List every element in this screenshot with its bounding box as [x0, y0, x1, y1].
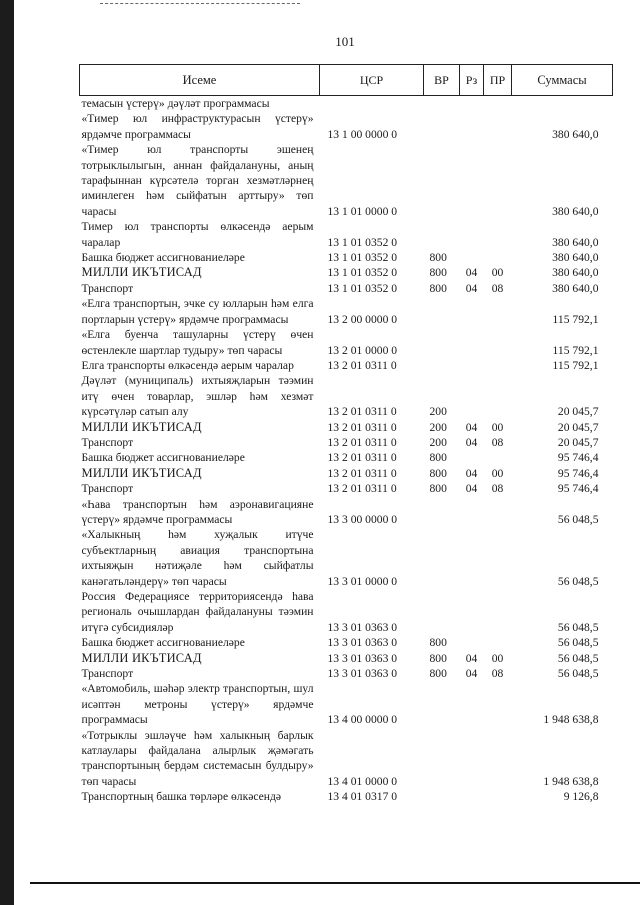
row-rz — [460, 96, 484, 112]
table-row — [80, 420, 613, 435]
row-sum: 115 792,1 — [552, 358, 599, 372]
row-name: «Тимер юл транспорты эшенең тотрыклылыгын, аннан файдалануны, аның тарафыннан күрсәтелә торган хезмәтләрнең иминлеген һәм сыйфатын арттыру» төп чарасы — [81, 143, 314, 218]
row-csr: 13 2 01 0311 0 — [327, 482, 397, 496]
row-csr: 13 2 01 0311 0 — [327, 358, 397, 372]
row-name: Тимер юл транспорты өлкәсендә аерым чаралар — [81, 220, 314, 249]
table-row — [80, 497, 613, 528]
header-sum: Суммасы — [512, 65, 613, 96]
table-row — [80, 789, 613, 804]
row-name: МИЛЛИ ИКЪТИСАД — [81, 465, 202, 480]
row-vr — [424, 681, 460, 727]
row-rz: 04 — [465, 281, 478, 295]
row-pr — [484, 96, 512, 112]
row-sum: 380 640,0 — [552, 266, 599, 280]
row-name: МИЛЛИ ИКЪТИСАД — [81, 419, 202, 434]
row-sum: 56 048,5 — [557, 651, 599, 665]
table-row — [80, 527, 613, 589]
row-pr — [484, 789, 512, 804]
row-sum: 20 045,7 — [557, 420, 599, 434]
header-pr: ПР — [484, 65, 512, 96]
row-name: «Тотрыклы эшләүче һәм халыкның барлык катлаулары файдалана алырлык җәмәгать транспортының бердәм системасын булдыру» төп чарасы — [81, 728, 314, 788]
row-pr: 00 — [491, 466, 504, 480]
row-sum: 56 048,5 — [557, 620, 599, 634]
row-sum: 56 048,5 — [557, 636, 599, 650]
table-row — [80, 481, 613, 496]
row-csr: 13 2 00 0000 0 — [327, 312, 398, 326]
row-sum: 380 640,0 — [552, 251, 599, 265]
row-vr: 200 — [429, 420, 447, 434]
row-rz — [460, 358, 484, 373]
row-name: Башка бюджет ассигнованиеләре — [81, 636, 245, 650]
row-pr — [484, 327, 512, 358]
row-rz — [460, 635, 484, 650]
table-row — [80, 373, 613, 419]
row-pr — [484, 635, 512, 650]
row-pr — [484, 728, 512, 790]
row-name: Транспорт — [81, 281, 134, 295]
row-name: «Елга транспортын, эчке су юлларын һәм елга портларын үстерү» ярдәмче программасы — [81, 297, 314, 326]
row-sum: 380 640,0 — [552, 281, 599, 295]
row-sum: 95 746,4 — [557, 482, 599, 496]
row-name: Башка бюджет ассигнованиеләре — [81, 251, 245, 265]
row-csr: 13 3 01 0363 0 — [327, 651, 398, 665]
row-vr: 800 — [429, 266, 447, 280]
page-number: 101 — [335, 34, 355, 49]
row-csr: 13 3 01 0000 0 — [327, 574, 398, 588]
row-pr — [484, 681, 512, 727]
row-rz — [460, 250, 484, 265]
row-sum — [512, 96, 613, 112]
row-rz: 04 — [465, 466, 478, 480]
row-csr: 13 2 01 0311 0 — [327, 451, 397, 465]
table-row — [80, 250, 613, 265]
row-rz: 04 — [465, 435, 478, 449]
row-pr — [484, 527, 512, 589]
row-vr: 200 — [429, 435, 447, 449]
row-sum: 115 792,1 — [552, 343, 599, 357]
row-name: «Һава транспортын һәм аэронавигацияне үстерү» ярдәмче программасы — [81, 497, 314, 526]
row-csr: 13 3 01 0363 0 — [327, 636, 398, 650]
row-csr: 13 2 01 0311 0 — [327, 466, 397, 480]
scan-top-dash — [100, 3, 300, 4]
table-row — [80, 96, 613, 112]
row-rz: 04 — [465, 667, 478, 681]
table-row — [80, 296, 613, 327]
row-csr: 13 2 01 0311 0 — [327, 405, 397, 419]
row-rz — [460, 589, 484, 635]
row-pr — [484, 358, 512, 373]
row-csr: 13 2 01 0311 0 — [327, 435, 397, 449]
row-rz: 04 — [465, 482, 478, 496]
row-csr: 13 4 01 0317 0 — [327, 790, 398, 804]
row-rz — [460, 111, 484, 142]
row-rz: 04 — [465, 651, 478, 665]
table-body — [80, 96, 613, 805]
table-row — [80, 435, 613, 450]
row-rz — [460, 373, 484, 419]
row-sum: 115 792,1 — [552, 312, 599, 326]
row-name: МИЛЛИ ИКЪТИСАД — [81, 650, 202, 665]
row-rz — [460, 219, 484, 250]
table-row — [80, 589, 613, 635]
row-rz — [460, 728, 484, 790]
table-row — [80, 358, 613, 373]
table-row — [80, 327, 613, 358]
row-pr — [484, 111, 512, 142]
row-vr — [424, 497, 460, 528]
row-pr — [484, 373, 512, 419]
row-name: «Автомобиль, шәһәр электр транспортын, шул исәптән метроны үстерү» ярдәмче программасы — [81, 682, 314, 727]
table-row — [80, 681, 613, 727]
row-name: Транспорт — [81, 435, 134, 449]
row-sum: 20 045,7 — [557, 435, 599, 449]
table-row — [80, 281, 613, 296]
row-sum: 380 640,0 — [552, 204, 599, 218]
row-sum: 9 126,8 — [563, 790, 599, 804]
row-rz — [460, 142, 484, 219]
row-name: Елга транспорты өлкәсендә аерым чаралар — [81, 358, 294, 372]
row-vr — [424, 728, 460, 790]
budget-table-container — [79, 64, 612, 805]
row-csr: 13 1 01 0352 0 — [327, 281, 398, 295]
row-sum: 380 640,0 — [552, 127, 599, 141]
row-vr — [424, 96, 460, 112]
row-name: «Тимер юл инфраструктурасын үстерү» ярдәмче программасы — [81, 112, 314, 141]
row-vr: 800 — [429, 651, 447, 665]
row-csr: 13 3 00 0000 0 — [327, 512, 398, 526]
row-rz — [460, 497, 484, 528]
row-sum: 1 948 638,8 — [543, 713, 599, 727]
row-pr — [484, 296, 512, 327]
row-vr: 800 — [429, 482, 447, 496]
row-csr — [320, 96, 424, 112]
row-name: Башка бюджет ассигнованиеләре — [81, 451, 245, 465]
row-pr: 08 — [491, 435, 504, 449]
row-rz — [460, 296, 484, 327]
table-row — [80, 265, 613, 280]
row-rz — [460, 681, 484, 727]
row-csr: 13 4 01 0000 0 — [327, 774, 398, 788]
row-pr: 00 — [491, 651, 504, 665]
row-name: Транспортның башка төрләре өлкәсендә — [81, 790, 282, 804]
row-sum: 56 048,5 — [557, 574, 599, 588]
row-pr: 08 — [491, 482, 504, 496]
row-csr: 13 1 01 0000 0 — [327, 204, 398, 218]
row-name: темасын үстерү» дәүләт программасы — [81, 97, 270, 110]
row-vr — [424, 327, 460, 358]
row-rz — [460, 450, 484, 465]
row-pr — [484, 589, 512, 635]
row-rz: 04 — [465, 266, 478, 280]
row-vr — [424, 527, 460, 589]
row-vr: 800 — [429, 251, 447, 265]
row-name: «Елга буенча ташуларны үстерү өчен өстенлекле шартлар тудыру» төп чарасы — [81, 328, 314, 357]
row-sum: 1 948 638,8 — [543, 774, 599, 788]
row-sum: 56 048,5 — [557, 667, 599, 681]
row-csr: 13 1 01 0352 0 — [327, 266, 398, 280]
table-row — [80, 219, 613, 250]
budget-table — [79, 64, 613, 805]
table-row — [80, 651, 613, 666]
row-vr — [424, 219, 460, 250]
row-csr: 13 1 00 0000 0 — [327, 127, 398, 141]
row-rz: 04 — [465, 420, 478, 434]
header-vr: ВР — [424, 65, 460, 96]
row-name: Транспорт — [81, 667, 134, 681]
row-vr — [424, 358, 460, 373]
row-rz — [460, 789, 484, 804]
table-row — [80, 466, 613, 481]
row-vr — [424, 789, 460, 804]
scan-bottom-rule — [30, 882, 640, 884]
header-rz: Рз — [460, 65, 484, 96]
row-vr: 800 — [429, 451, 447, 465]
row-sum: 380 640,0 — [552, 235, 599, 249]
row-pr — [484, 250, 512, 265]
row-pr: 00 — [491, 420, 504, 434]
row-pr — [484, 497, 512, 528]
row-vr — [424, 296, 460, 327]
row-pr: 08 — [491, 281, 504, 295]
row-name: МИЛЛИ ИКЪТИСАД — [81, 265, 202, 280]
row-pr — [484, 142, 512, 219]
row-csr: 13 3 01 0363 0 — [327, 667, 398, 681]
row-name: «Халыкның һәм хуҗалык итүче субъектларның авиация транспортына ихтыяҗын нәтиҗәле һәм сыйфатлы канәгатьләндерү» төп чарасы — [81, 528, 314, 588]
table-row — [80, 728, 613, 790]
row-name: Транспорт — [81, 482, 134, 496]
table-row — [80, 450, 613, 465]
row-vr: 800 — [429, 281, 447, 295]
row-vr — [424, 142, 460, 219]
row-csr: 13 4 00 0000 0 — [327, 713, 398, 727]
table-header-row — [80, 65, 613, 96]
table-row — [80, 142, 613, 219]
row-rz — [460, 327, 484, 358]
scan-left-edge — [0, 0, 14, 905]
header-name: Исеме — [80, 65, 320, 96]
row-name: Россия Федерациясе территориясендә һава региональ очышлардан файдалануны тәэмин итүгә субсидияләр — [81, 590, 314, 634]
row-sum: 95 746,4 — [557, 451, 599, 465]
table-row — [80, 635, 613, 650]
row-csr: 13 1 01 0352 0 — [327, 251, 398, 265]
table-row — [80, 111, 613, 142]
row-csr: 13 2 01 0000 0 — [327, 343, 398, 357]
row-name: Дәүләт (муниципаль) ихтыяҗларын тәэмин итү өчен товарлар, эшләр һәм хезмәт күрсәтүләр сатып алу — [81, 374, 314, 419]
row-pr: 08 — [491, 667, 504, 681]
row-pr — [484, 219, 512, 250]
table-row — [80, 666, 613, 681]
header-csr: ЦСР — [320, 65, 424, 96]
row-sum: 20 045,7 — [557, 405, 599, 419]
row-pr — [484, 450, 512, 465]
row-sum: 56 048,5 — [557, 512, 599, 526]
row-vr: 800 — [429, 636, 447, 650]
row-vr — [424, 111, 460, 142]
row-csr: 13 1 01 0352 0 — [327, 235, 398, 249]
row-vr — [424, 589, 460, 635]
row-vr: 200 — [429, 405, 447, 419]
row-sum: 95 746,4 — [557, 466, 599, 480]
row-csr: 13 3 01 0363 0 — [327, 620, 398, 634]
row-csr: 13 2 01 0311 0 — [327, 420, 397, 434]
row-rz — [460, 527, 484, 589]
row-vr: 800 — [429, 466, 447, 480]
row-pr: 00 — [491, 266, 504, 280]
row-vr: 800 — [429, 667, 447, 681]
